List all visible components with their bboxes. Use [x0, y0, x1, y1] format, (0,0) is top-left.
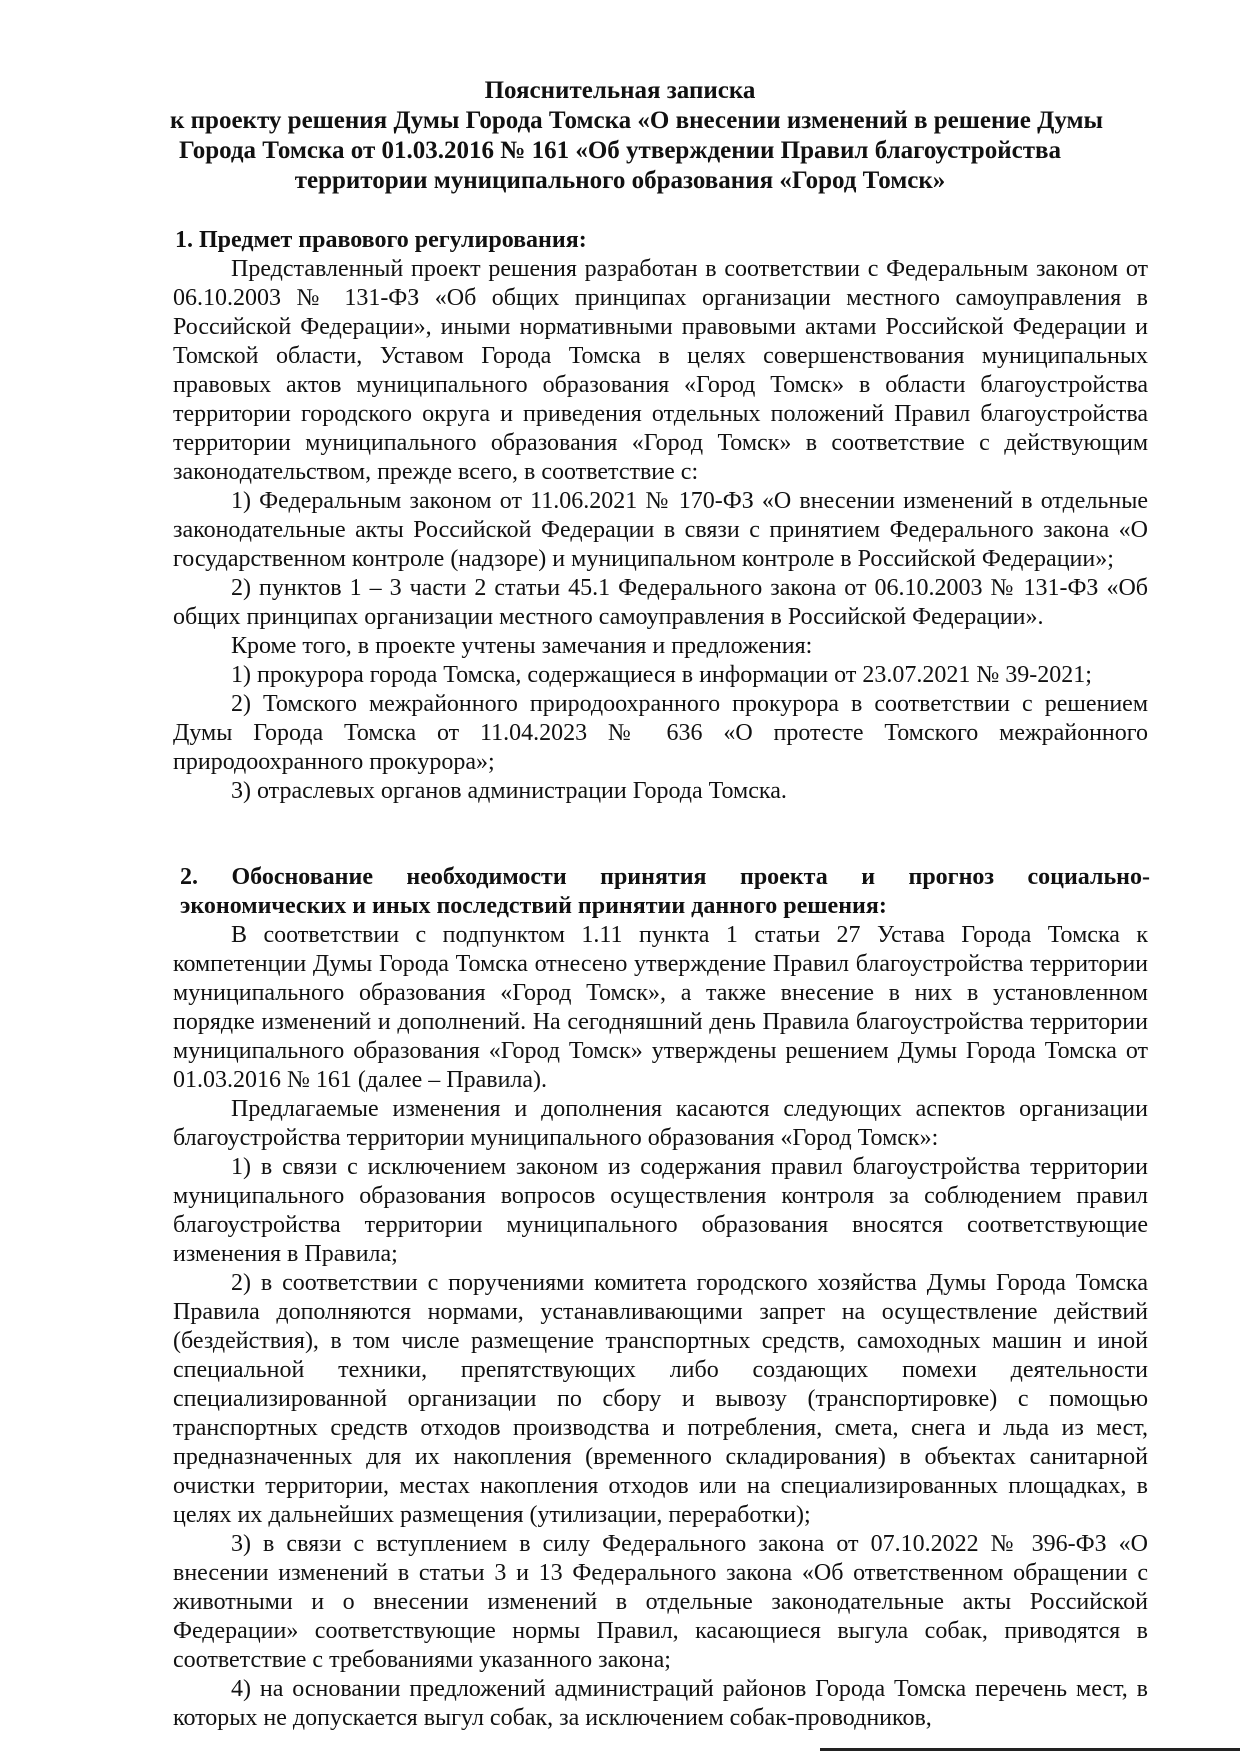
title-line: территории муниципального образования «Город Томск» — [294, 167, 946, 194]
section2-item: 1) в связи с исключением законом из содержания правил благоустройства территории муниципального образования вопросов осуществления контроля за соблюдением правил благоустройства территории муниципального образования вносятся соответствующие изменения в Правила; — [173, 1154, 1148, 1267]
section2-item: 2) в соответствии с поручениями комитета городского хозяйства Думы Города Томска Правила дополняются нормами, устанавливающими запрет на осуществление действий (бездействия), в том числе размещение транспортных средств, самоходных машин и иной специальной техники, препятствующих либо создающих помехи деятельности специализированной организации по сбору и вывозу (транспортировке) с помощью транспортных средств отходов производства и потребления, смета, снега и льда из мест, предназначенных для их накопления (временного складирования) в объектах санитарной очистки территории, местах накопления отходов или на специализированных площадках, в целях их дальнейших размещения (утилизации, переработки); — [173, 1270, 1148, 1528]
section1-remark: 2) Томского межрайонного природоохранного прокурора в соответствии с решением Думы Города Томска от 11.04.2023 № 636 «О протесте Томского межрайонного природоохранного прокурора»; — [173, 691, 1148, 775]
section1-item: 1) Федеральным законом от 11.06.2021 № 170-ФЗ «О внесении изменений в отдельные законодательные акты Российской Федерации в связи с принятием Федерального закона «О государственном контроле (надзоре) и муниципальном контроле в Российской Федерации»; — [173, 488, 1148, 572]
section1-also: Кроме того, в проекте учтены замечания и предложения: — [231, 633, 813, 659]
section2-heading — [180, 863, 1150, 921]
page-bottom-rule — [820, 1748, 1240, 1751]
section1-heading: 1. Предмет правового регулирования: — [175, 227, 587, 253]
title-line: к проекту решения Думы Города Томска «О внесении изменений в решение Думы — [170, 107, 1104, 134]
title-line: Города Томска от 01.03.2016 № 161 «Об утверждении Правил благоустройства — [179, 137, 1061, 164]
section2-paragraph: В соответствии с подпунктом 1.11 пункта 1 статьи 27 Устава Города Томска к компетенции Думы Города Томска отнесено утверждение Правил благоустройства территории муниципального образования «Город Томск», а также внесение в них в установленном порядке изменений и дополнений. На сегодняшний день Правила благоустройства территории муниципального образования «Город Томск» утверждены решением Думы Города Томска от 01.03.2016 № 161 (далее – Правила). — [173, 922, 1148, 1093]
section2-item: 4) на основании предложений администраций районов Города Томска перечень мест, в которых не допускается выгул собак, за исключением собак-проводников, — [173, 1676, 1148, 1731]
section1-item: 2) пунктов 1 – 3 части 2 статьи 45.1 Федерального закона от 06.10.2003 № 131-ФЗ «Об общих принципах организации местного самоуправления в Российской Федерации». — [173, 575, 1148, 630]
section1-remark: 1) прокурора города Томска, содержащиеся в информации от 23.07.2021 № 39-2021; — [231, 662, 1092, 688]
title-line: Пояснительная записка — [484, 77, 756, 104]
section1-intro: Представленный проект решения разработан в соответствии с Федеральным законом от 06.10.2003 № 131-ФЗ «Об общих принципах организации местного самоуправления в Российской Федерации», иными нормативными правовыми актами Российской Федерации и Томской области, Уставом Города Томска в целях совершенствования муниципальных правовых актов муниципального образования «Город Томск» в области благоустройства территории городского округа и приведения отдельных положений Правил благоустройства территории муниципального образования «Город Томск» в соответствие с действующим законодательством, прежде всего, в соответствие с: — [173, 256, 1148, 485]
section2-heading-line: экономических и иных последствий принятии данного решения: — [180, 893, 887, 919]
section2-body — [173, 921, 1148, 1733]
section1-remark: 3) отраслевых органов администрации Города Томска. — [231, 778, 787, 804]
section2-paragraph: Предлагаемые изменения и дополнения касаются следующих аспектов организации благоустройства территории муниципального образования «Город Томск»: — [173, 1096, 1148, 1151]
section1-body — [173, 255, 1148, 806]
section2-heading-line: 2. Обоснование необходимости принятия проекта и прогноз социально- — [180, 864, 1150, 890]
section2-item: 3) в связи с вступлением в силу Федерального закона от 07.10.2022 № 396-ФЗ «О внесении изменений в статьи 3 и 13 Федерального закона «Об ответственном обращении с животными и о внесении изменений в отдельные законодательные акты Российской Федерации» соответствующие нормы Правил, касающиеся выгула собак, приводятся в соответствие с требованиями указанного закона; — [173, 1531, 1148, 1673]
document-title — [170, 76, 1104, 196]
